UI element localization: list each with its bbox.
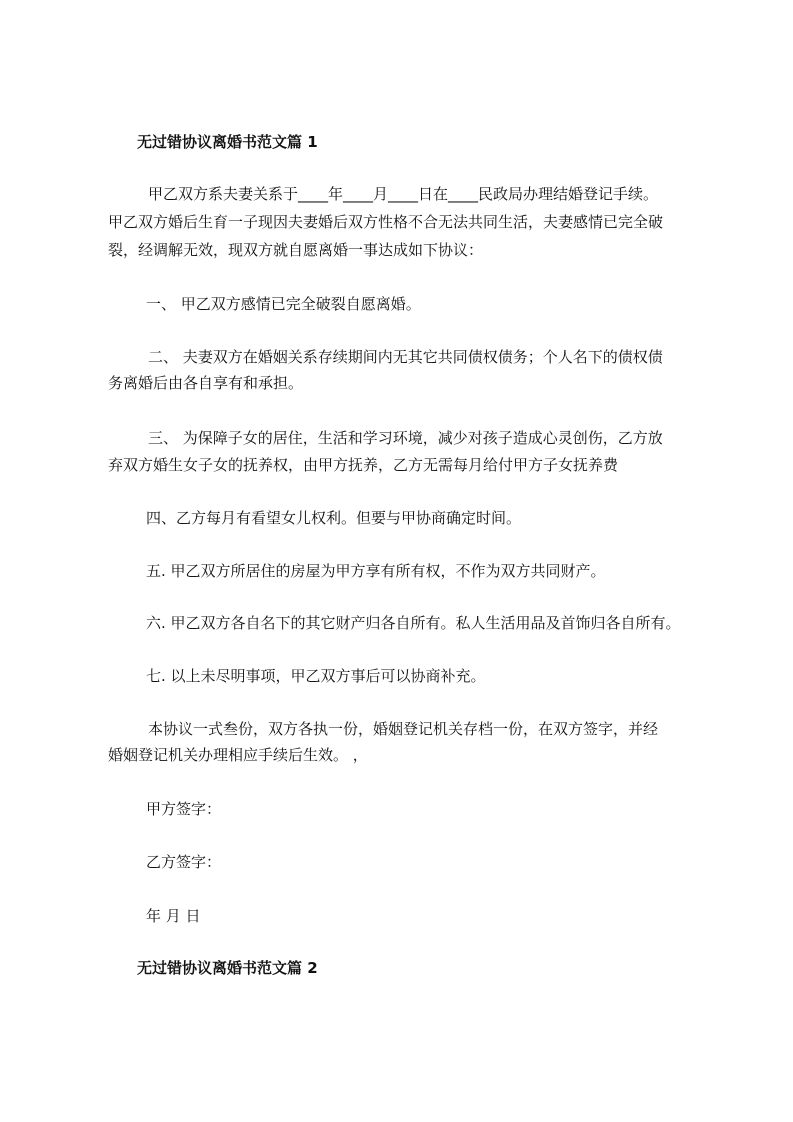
clause-3-line-2: 弃双方婚生女子女的抚养权，由甲方抚养，乙方无需每月给付甲方子女抚养费 <box>108 456 619 474</box>
article-heading-1: 无过错协议离婚书范文篇 1 <box>137 133 318 151</box>
clause-4: 四、乙方每月有看望女儿权利。但要与甲协商确定时间。 <box>146 509 522 527</box>
clause-7: 七. 以上未尽明事项，甲乙双方事后可以协商补充。 <box>146 667 486 685</box>
clause-5: 五. 甲乙双方所居住的房屋为甲方享有所有权，不作为双方共同财产。 <box>146 562 606 580</box>
closing-line-2: 婚姻登记机关办理相应手续后生效。 ， <box>108 746 368 764</box>
intro-line-2: 甲乙双方婚后生育一子现因夫妻婚后双方性格不合无法共同生活，夫妻感情已完全破 <box>108 213 664 231</box>
article-heading-2: 无过错协议离婚书范文篇 2 <box>137 959 318 977</box>
date-line: 年 月 日 <box>146 907 201 925</box>
closing-line-1: 本协议一式叁份，双方各执一份，婚姻登记机关存档一份，在双方签字，并经 <box>148 720 659 738</box>
clause-1: 一、 甲乙双方感情已完全破裂自愿离婚。 <box>146 295 421 313</box>
clause-2-line-2: 务离婚后由各自享有和承担。 <box>108 374 304 392</box>
clause-3-line-1: 三、 为保障子女的居住，生活和学习环境，减少对孩子造成心灵创伤，乙方放 <box>148 429 663 447</box>
clause-6: 六. 甲乙双方各自名下的其它财产归各自所有。私人生活用品及首饰归各自所有。 <box>146 614 681 632</box>
party-b-signature-label: 乙方签字： <box>146 853 222 871</box>
intro-line-1: 甲乙双方系夫妻关系于____年____月____日在____民政局办理结婚登记手续。 <box>148 185 659 203</box>
party-a-signature-label: 甲方签字： <box>146 800 222 818</box>
intro-line-3: 裂，经调解无效，现双方就自愿离婚一事达成如下协议： <box>108 241 484 259</box>
clause-2-line-1: 二、 夫妻双方在婚姻关系存续期间内无其它共同债权债务；个人名下的债权债 <box>148 348 663 366</box>
